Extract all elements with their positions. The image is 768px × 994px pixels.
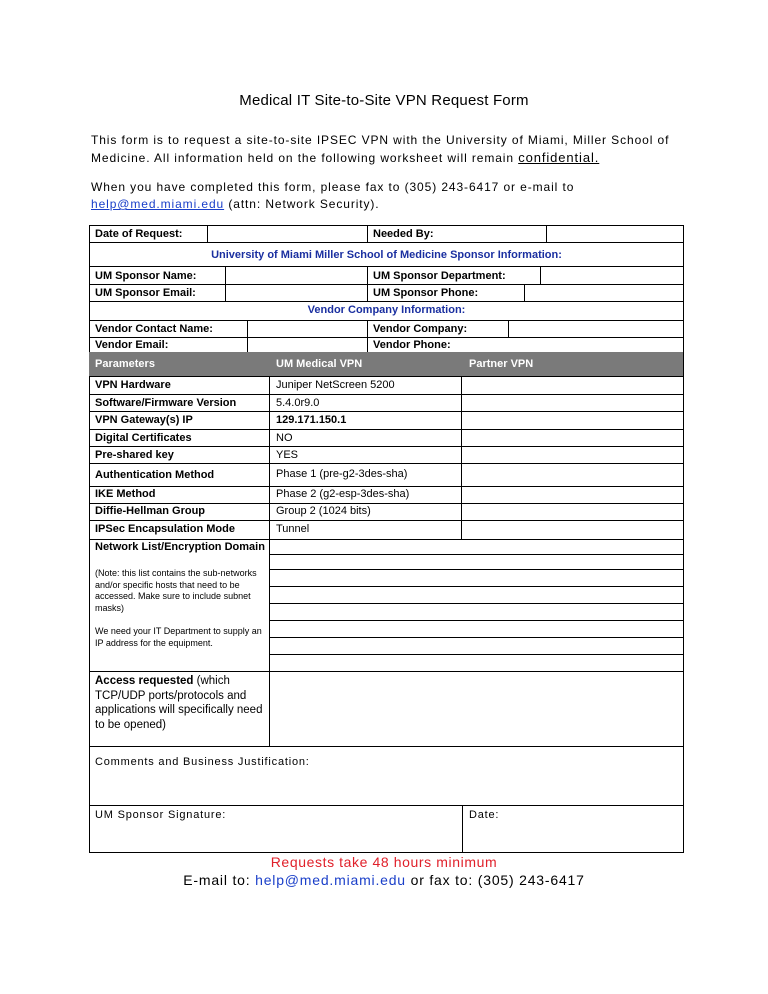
comments-field[interactable] — [90, 770, 682, 804]
vendor-company-label: Vendor Company: — [373, 323, 468, 335]
footer-email-link[interactable]: help@med.miami.edu — [255, 872, 406, 888]
partner-gateway-ip-field[interactable] — [462, 412, 682, 428]
sponsor-section-heading: University of Miami Miller School of Medicine Sponsor Information: — [211, 249, 562, 261]
vendor-contact-field[interactable] — [248, 321, 366, 336]
help-email-link[interactable]: help@med.miami.edu — [91, 197, 225, 211]
partner-pre-shared-key-field[interactable] — [462, 447, 682, 462]
comments-label: Comments and Business Justification: — [95, 756, 310, 768]
network-list-note: (Note: this list contains the sub-networks and/or specific hosts that need to be accessed. Make sure to include subnet masks) — [95, 568, 257, 613]
needed-by-label: Needed By: — [373, 228, 434, 240]
signature-field[interactable] — [90, 822, 461, 851]
header-partner-vpn: Partner VPN — [469, 358, 534, 370]
sponsor-name-field[interactable] — [226, 267, 366, 283]
um-authentication: Phase 1 (pre-g2-3des-sha) — [276, 468, 408, 480]
um-digital-certificates: NO — [276, 432, 293, 444]
sponsor-phone-field[interactable] — [525, 285, 682, 300]
sponsor-department-label: UM Sponsor Department: — [373, 270, 506, 282]
access-requested-label — [95, 674, 267, 732]
partner-firmware-field[interactable] — [462, 395, 682, 410]
partner-digital-certificates-field[interactable] — [462, 430, 682, 445]
partner-diffie-hellman-field[interactable] — [462, 504, 682, 519]
vendor-email-label: Vendor Email: — [95, 339, 169, 351]
access-requested-field[interactable] — [270, 672, 682, 745]
param-authentication: Authentication Method — [95, 469, 215, 481]
page-title: Medical IT Site-to-Site VPN Request Form — [239, 92, 529, 109]
partner-ike-method-field[interactable] — [462, 487, 682, 502]
param-vpn-hardware: VPN Hardware — [95, 379, 171, 391]
um-encapsulation: Tunnel — [276, 523, 310, 535]
signature-date-label: Date: — [469, 809, 500, 821]
date-of-request-label: Date of Request: — [95, 228, 183, 240]
network-list-field[interactable] — [270, 540, 682, 670]
vendor-company-field[interactable] — [509, 321, 682, 336]
access-requested-bold: Access requested — [95, 675, 194, 687]
vendor-phone-label: Vendor Phone: — [373, 339, 451, 351]
contact-line: When you have completed this form, please fax to (305) 243-6417 or e-mail to — [91, 180, 575, 194]
sponsor-email-label: UM Sponsor Email: — [95, 287, 196, 299]
network-list-note-it: We need your IT Department to supply an IP address for the equipment. — [95, 626, 262, 648]
partner-encapsulation-field[interactable] — [462, 521, 682, 538]
vendor-email-field[interactable] — [248, 338, 366, 352]
param-diffie-hellman: Diffie-Hellman Group — [95, 505, 206, 517]
footer-contact — [0, 872, 768, 888]
vendor-phone-field[interactable] — [368, 338, 682, 352]
param-pre-shared-key: Pre-shared key — [95, 449, 174, 461]
um-pre-shared-key: YES — [276, 449, 299, 461]
processing-notice: Requests take 48 hours minimum — [270, 854, 498, 870]
sponsor-department-field[interactable] — [541, 267, 682, 283]
header-parameters: Parameters — [95, 358, 155, 370]
intro-paragraph — [91, 132, 691, 167]
sponsor-name-label: UM Sponsor Name: — [95, 270, 197, 282]
partner-vpn-hardware-field[interactable] — [462, 377, 682, 393]
param-digital-certificates: Digital Certificates — [95, 432, 192, 444]
access-requested-desc: (which TCP/UDP ports/protocols and applications will specifically need to be opened) — [95, 675, 263, 731]
contact-paragraph — [91, 179, 691, 213]
partner-authentication-field[interactable] — [462, 464, 682, 485]
um-ike-method: Phase 2 (g2-esp-3des-sha) — [276, 488, 410, 500]
footer-email-prefix: E-mail to: — [183, 872, 251, 888]
parameters-header — [89, 352, 683, 376]
param-gateway-ip: VPN Gateway(s) IP — [95, 414, 193, 426]
signature-label: UM Sponsor Signature: — [95, 809, 227, 821]
footer-fax: or fax to: (305) 243-6417 — [410, 872, 585, 888]
param-ike-method: IKE Method — [95, 488, 156, 500]
network-list-label: Network List/Encryption Domain — [95, 541, 265, 553]
param-firmware: Software/Firmware Version — [95, 397, 237, 409]
um-diffie-hellman: Group 2 (1024 bits) — [276, 505, 371, 517]
um-firmware: 5.4.0r9.0 — [276, 397, 320, 409]
needed-by-field[interactable] — [547, 226, 682, 242]
param-encapsulation: IPSec Encapsulation Mode — [95, 523, 235, 535]
intro-text: This form is to request a site-to-site IPSEC VPN with the University of Miami, Miller School of Medicine. All information held on the following worksheet will remain — [91, 133, 670, 165]
signature-date-field[interactable] — [463, 822, 682, 851]
vendor-section-heading: Vendor Company Information: — [307, 304, 466, 316]
sponsor-phone-label: UM Sponsor Phone: — [373, 287, 479, 299]
um-vpn-hardware: Juniper NetScreen 5200 — [276, 379, 395, 391]
contact-attn: (attn: Network Security). — [228, 197, 380, 211]
date-of-request-field[interactable] — [208, 226, 366, 242]
confidential-emphasis: confidential. — [518, 150, 600, 165]
sponsor-email-field[interactable] — [226, 285, 366, 300]
vendor-contact-label: Vendor Contact Name: — [95, 323, 213, 335]
header-um-vpn: UM Medical VPN — [276, 358, 363, 370]
um-gateway-ip: 129.171.150.1 — [276, 414, 347, 426]
